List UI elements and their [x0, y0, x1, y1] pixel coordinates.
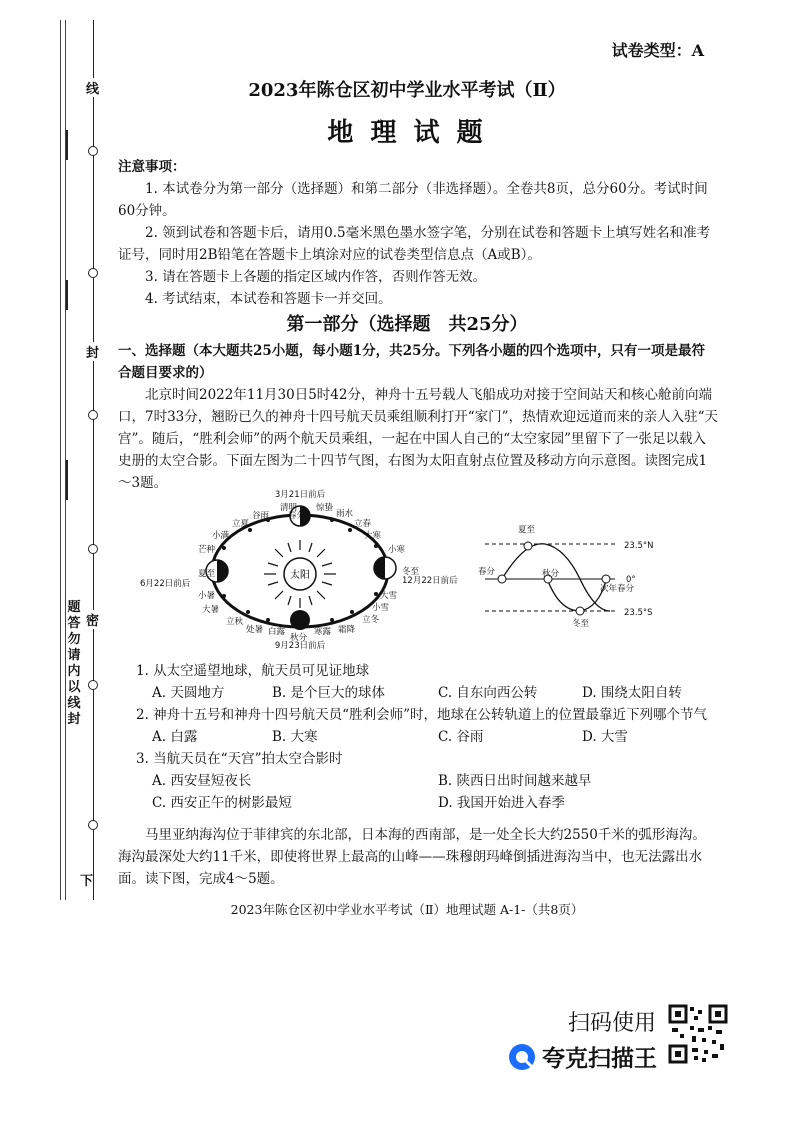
term-label: 大雪	[380, 591, 398, 601]
term-label: 小满	[212, 531, 230, 541]
option: D. 我国开始进入春季	[438, 795, 565, 811]
term-label: 清明	[280, 503, 298, 513]
term-label: 立夏	[232, 519, 250, 529]
movement-curve-2	[548, 581, 606, 611]
date-label-spring: 3月21日前后	[274, 490, 326, 500]
label-equator: 0°	[626, 575, 636, 585]
term-label: 立冬	[362, 615, 380, 625]
term-label: 小雪	[372, 603, 390, 613]
figures	[140, 486, 700, 656]
notice-item: 3. 请在答题卡上各题的指定区域内作答，否则作答无效。	[145, 269, 487, 285]
scanner-brand	[508, 1040, 657, 1073]
notice-heading: 注意事项：	[118, 159, 186, 175]
term-label: 雨水	[336, 509, 354, 519]
margin-char-mi: 密	[86, 610, 99, 629]
term-label: 冬至	[402, 567, 420, 577]
question-3-stem: 3. 当航天员在“天宫”拍太空合影时	[136, 751, 343, 767]
earth-summer-shade	[217, 560, 228, 582]
question-3-options-row2	[136, 792, 718, 814]
earth-winter-shade	[374, 557, 385, 579]
binding-hole	[88, 680, 98, 690]
notice-item: 2. 领到试卷和答题卡后，请用0.5毫米黑色墨水签字笔，分别在试卷和答题卡上填写姓名和准考证号，同时用2B铅笔在答题卡上填涂对应的试卷类型信息点（A或B）。	[118, 225, 711, 263]
qr-code-icon[interactable]	[668, 1004, 728, 1064]
binding-hole	[88, 268, 98, 278]
term-label: 春分	[288, 511, 306, 521]
option: B. 陕西日出时间越来越早	[438, 773, 592, 789]
brand-name: 夸克扫描王	[542, 1046, 657, 1072]
margin-mark	[66, 460, 76, 500]
term-label: 惊蛰	[316, 503, 334, 513]
binding-hole	[88, 410, 98, 420]
label-lat-s: 23.5°S	[624, 608, 653, 618]
passage-2-block	[118, 824, 718, 890]
binding-hole	[88, 820, 98, 830]
option: A. 天圆地方	[152, 685, 225, 701]
option: C. 西安正午的树影最短	[152, 795, 292, 811]
option: D. 围绕太阳自转	[582, 685, 682, 701]
option: A. 白露	[152, 729, 198, 745]
term-label: 立秋	[226, 617, 244, 627]
part1-title: 第一部分（选择题 共25分）	[286, 314, 528, 335]
term-label: 芒种	[198, 545, 216, 555]
option: B. 大寒	[272, 729, 318, 745]
option: C. 谷雨	[438, 729, 484, 745]
part1-intro	[118, 340, 718, 494]
question-3-options	[136, 770, 718, 792]
margin-char-xia: 下	[80, 870, 93, 889]
binding-hole	[88, 544, 98, 554]
passage-2: 马里亚纳海沟位于菲律宾的东北部，日本海的西南部，是一处全长大约2550千米的弧形海沟。海沟最深处大约11千米，即使将世界上最高的山峰——珠穆朗玛峰倒插进海沟当中，也无法露出水面。读下图，完成4～5题。	[118, 827, 706, 887]
option: A. 西安昼短夜长	[152, 773, 252, 789]
section-heading: 一、选择题（本大题共25小题，每小题1分，共25分。下列各小题的四个选项中，只有一项是最符合题目要求的）	[118, 343, 705, 381]
term-label: 白露	[268, 627, 286, 637]
margin-char-xian: 线	[86, 78, 99, 97]
question-1-options	[136, 682, 718, 704]
passage-1: 北京时间2022年11月30日5时42分，神舟十五号载人飞船成功对接于空间站天和核心舱前向端口，7时33分，翘盼已久的神舟十四号航天员乘组顺利打开“家门”，热情欢迎远道而来的亲人入驻“天宫”。随后，“胜利会师”的两个航天员乘组，一起在中国人自己的“太空家园”里留下了一张足以载入史册的太空合影。下面左图为二十四节气图，右图为太阳直射点位置及移动方向示意图。读图完成1～3题。	[118, 387, 718, 491]
term-label: 大寒	[364, 531, 382, 541]
margin-char-feng: 封	[86, 342, 99, 361]
exam-title: 2023年陈仓区初中学业水平考试（Ⅱ）	[248, 80, 566, 101]
subject-title: 地 理 试 题	[327, 118, 487, 148]
label-autumn: 秋分	[542, 569, 560, 579]
question-1-stem: 1. 从太空遥望地球，航天员可见证地球	[136, 663, 370, 679]
term-label: 小寒	[388, 545, 406, 555]
label-summer: 夏至	[518, 525, 536, 535]
term-label: 谷雨	[252, 511, 270, 521]
question-2-options	[136, 726, 718, 748]
quark-logo-icon	[508, 1043, 536, 1071]
term-label: 夏至	[198, 569, 216, 579]
label-next-spring: 次年春分	[600, 584, 635, 594]
notice-block	[118, 156, 718, 310]
term-label: 霜降	[338, 625, 356, 635]
term-label: 秋分	[290, 633, 308, 643]
scan-use-text: 扫码使用	[568, 1011, 657, 1036]
date-label-autumn: 9月23日前后	[274, 641, 326, 651]
sun-label: 太阳	[290, 570, 310, 581]
option: B. 是个巨大的球体	[272, 685, 386, 701]
solar-terms-diagram	[140, 489, 458, 651]
term-label: 寒露	[314, 627, 332, 637]
margin-note: 题答勿请内以线封	[67, 600, 81, 727]
label-lat-n: 23.5°N	[624, 541, 654, 551]
term-label: 立春	[354, 519, 372, 529]
earth-autumn	[290, 610, 310, 630]
term-label: 处暑	[246, 625, 264, 635]
notice-item: 1. 本试卷分为第一部分（选择题）和第二部分（非选择题）。全卷共8页，总分60分。考试时间60分钟。	[118, 181, 708, 219]
questions-block	[136, 660, 718, 814]
label-winter: 冬至	[572, 619, 590, 629]
question-2-stem: 2. 神舟十五号和神舟十四号航天员“胜利会师”时，地球在公转轨道上的位置最靠近下列哪个节气	[136, 707, 707, 723]
binding-line-outer	[60, 20, 61, 900]
date-label-summer: 6月22日前后	[140, 579, 191, 589]
notice-item: 4. 考试结束，本试卷和答题卡一并交回。	[145, 291, 392, 307]
label-spring: 春分	[478, 567, 496, 577]
page-footer: 2023年陈仓区初中学业水平考试（Ⅱ）地理试题 A-1-（共8页）	[230, 902, 584, 917]
option: C. 自东向西公转	[438, 685, 538, 701]
margin-mark	[66, 280, 76, 310]
term-label: 小暑	[198, 591, 216, 601]
term-label: 大暑	[202, 605, 220, 615]
date-label-winter: 12月22日前后	[402, 576, 458, 586]
sun-point-diagram	[478, 525, 654, 629]
paper-type: 试卷类型：A	[611, 41, 704, 60]
option: D. 大雪	[582, 729, 628, 745]
